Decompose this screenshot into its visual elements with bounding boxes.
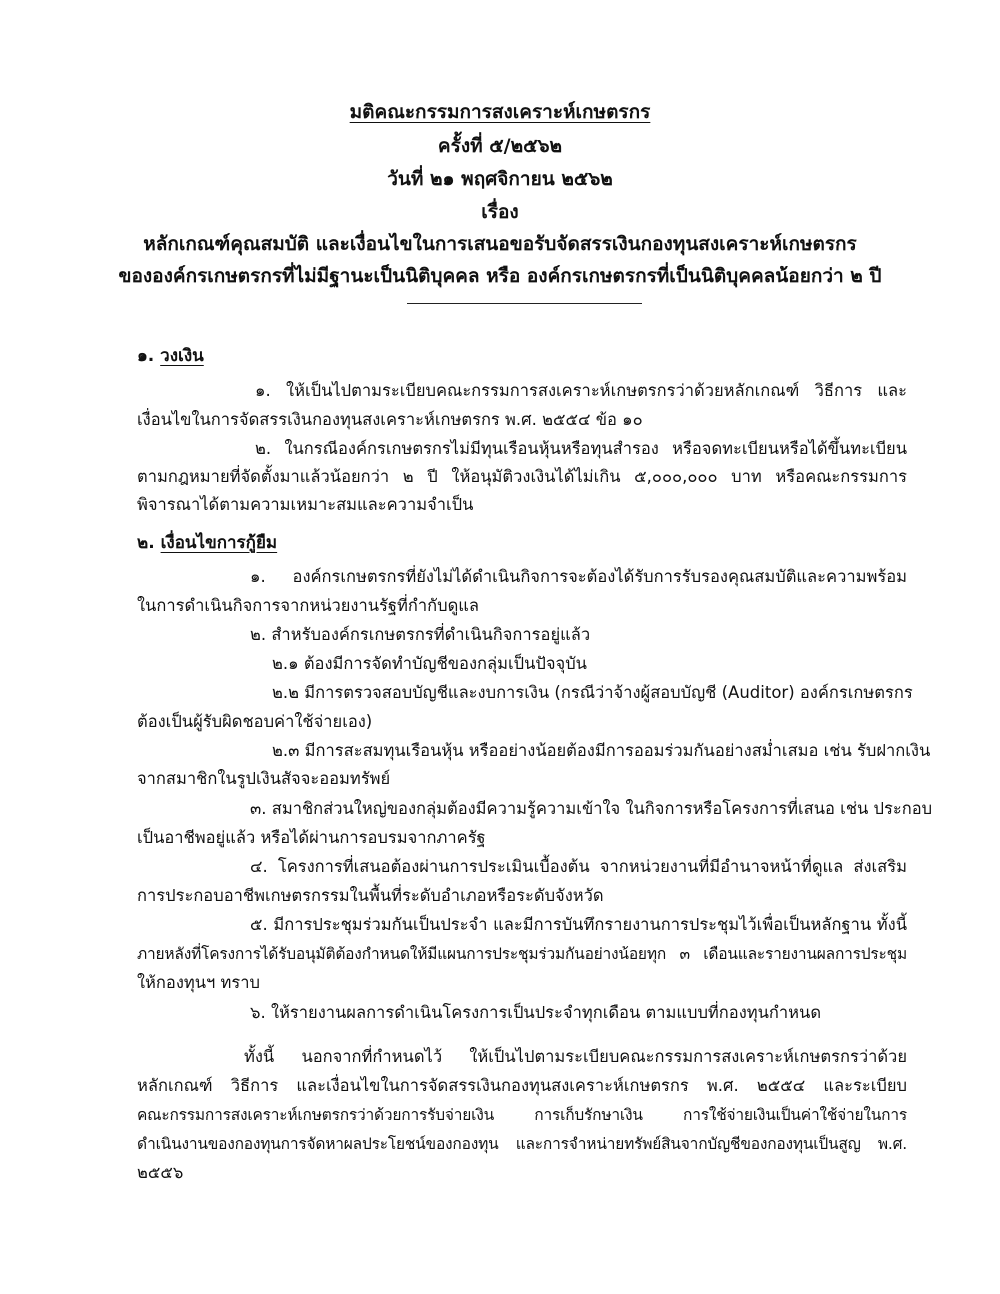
section-2-line: ๖. ให้รายงานผลการดำเนินโครงการเป็นประจำทุกเดือน ตามแบบที่กองทุนกำหนด: [250, 1003, 822, 1022]
section-1-line: พิจารณาได้ตามความเหมาะสมและความจำเป็น: [137, 495, 474, 514]
section-2-line: ๒.๑ ต้องมีการจัดทำบัญชีของกลุ่มเป็นปัจจุบัน: [272, 654, 587, 673]
closing-line: ดำเนินงานของกองทุนการจัดหาผลประโยชน์ของกองทุน และการจำหน่ายทรัพย์สินจากบัญชีของกองทุนเป็นสูญ พ.ศ.: [137, 1135, 907, 1153]
section-2-line: ต้องเป็นผู้รับผิดชอบค่าใช้จ่ายเอง): [137, 712, 373, 731]
section-2-line: การประกอบอาชีพเกษตรกรรมในพื้นที่ระดับอำเภอหรือระดับจังหวัด: [137, 886, 604, 905]
section-2-line: ในการดำเนินกิจการจากหน่วยงานรัฐที่กำกับดูแล: [137, 596, 480, 615]
section-1-heading: [137, 345, 204, 367]
section-2-line: ภายหลังที่โครงการได้รับอนุมัติต้องกำหนดให้มีแผนการประชุมร่วมกันอย่างน้อยทุก ๓ เดือนและรายงานผลการประชุม: [137, 945, 907, 963]
section-2-line: ๒. สำหรับองค์กรเกษตรกรที่ดำเนินกิจการอยู่แล้ว: [250, 625, 591, 644]
section-2-line: เป็นอาชีพอยู่แล้ว หรือได้ผ่านการอบรมจากภาครัฐ: [137, 828, 486, 847]
section-2-line: จากสมาชิกในรูปเงินสัจจะออมทรัพย์: [137, 769, 391, 788]
section-2-heading: [137, 532, 277, 554]
header-divider: [407, 303, 642, 304]
section-2-number: ๒.: [137, 533, 155, 553]
subject-line-1: หลักเกณฑ์คุณสมบัติ และเงื่อนไขในการเสนอขอรับจัดสรรเงินกองทุนสงเคราะห์เกษตรกร: [143, 233, 857, 255]
section-2-line: ๓. สมาชิกส่วนใหญ่ของกลุ่มต้องมีความรู้ความเข้าใจ ในกิจการหรือโครงการที่เสนอ เช่น ประกอบ: [250, 799, 933, 818]
section-1-line: ๒. ในกรณีองค์กรเกษตรกรไม่มีทุนเรือนหุ้นหรือทุนสำรอง หรือจดทะเบียนหรือได้ขึ้นทะเบียน: [255, 439, 907, 458]
section-1-line: เงื่อนไขในการจัดสรรเงินกองทุนสงเคราะห์เกษตรกร พ.ศ. ๒๕๕๔ ข้อ ๑๐: [137, 410, 643, 429]
section-2-line: ๔. โครงการที่เสนอต้องผ่านการประเมินเบื้องต้น จากหน่วยงานที่มีอำนาจหน้าที่ดูแล ส่งเสริม: [250, 857, 907, 876]
section-2-line: ๒.๒ มีการตรวจสอบบัญชีและงบการเงิน (กรณีว่าจ้างผู้สอบบัญชี (Auditor) องค์กรเกษตรกร: [272, 683, 913, 702]
section-2-line: ๒.๓ มีการสะสมทุนเรือนหุ้น หรืออย่างน้อยต้องมีการออมร่วมกันอย่างสม่ำเสมอ เช่น รับฝากเงิน: [272, 741, 931, 760]
document-title: [0, 100, 1000, 124]
section-1-title: วงเงิน: [160, 346, 204, 366]
section-2-line: ให้กองทุนฯ ทราบ: [137, 973, 261, 992]
closing-line: ๒๕๕๖: [137, 1163, 184, 1182]
section-2-title: เงื่อนไขการกู้ยืม: [160, 533, 278, 553]
meeting-number: ครั้งที่ ๕/๒๕๖๒: [437, 135, 563, 157]
meeting-date: วันที่ ๒๑ พฤศจิกายน ๒๕๖๒: [387, 168, 613, 190]
closing-line: ทั้งนี้ นอกจากที่กำหนดไว้ ให้เป็นไปตามระเบียบคณะกรรมการสงเคราะห์เกษตรกรว่าด้วย: [244, 1047, 907, 1066]
section-1-line: ตามกฎหมายที่จัดตั้งมาแล้วน้อยกว่า ๒ ปี ให้อนุมัติวงเงินได้ไม่เกิน ๕,๐๐๐,๐๐๐ บาท หรือคณะกรรมการ: [137, 467, 907, 486]
section-1-number: ๑.: [137, 346, 155, 366]
section-2-line: ๕. มีการประชุมร่วมกันเป็นประจำ และมีการบันทึกรายงานการประชุมไว้เพื่อเป็นหลักฐาน ทั้งนี้: [250, 915, 907, 934]
closing-line: คณะกรรมการสงเคราะห์เกษตรกรว่าด้วยการรับจ่ายเงิน การเก็บรักษาเงิน การใช้จ่ายเงินเป็นค่าใช้จ่ายในการ: [137, 1106, 907, 1124]
section-1-line: ๑. ให้เป็นไปตามระเบียบคณะกรรมการสงเคราะห์เกษตรกรว่าด้วยหลักเกณฑ์ วิธีการ และ: [255, 381, 907, 400]
closing-line: หลักเกณฑ์ วิธีการ และเงื่อนไขในการจัดสรรเงินกองทุนสงเคราะห์เกษตรกร พ.ศ. ๒๕๕๔ และระเบียบ: [137, 1076, 907, 1095]
title-text: มติคณะกรรมการสงเคราะห์เกษตรกร: [349, 101, 651, 123]
subject-line-2: ขององค์กรเกษตรกรที่ไม่มีฐานะเป็นนิติบุคคล หรือ องค์กรเกษตรกรที่เป็นนิติบุคคลน้อยกว่า ๒ ปี: [118, 265, 882, 287]
subject-label: เรื่อง: [481, 201, 519, 223]
section-2-line: ๑. องค์กรเกษตรกรที่ยังไม่ได้ดำเนินกิจการจะต้องได้รับการรับรองคุณสมบัติและความพร้อม: [250, 567, 907, 586]
